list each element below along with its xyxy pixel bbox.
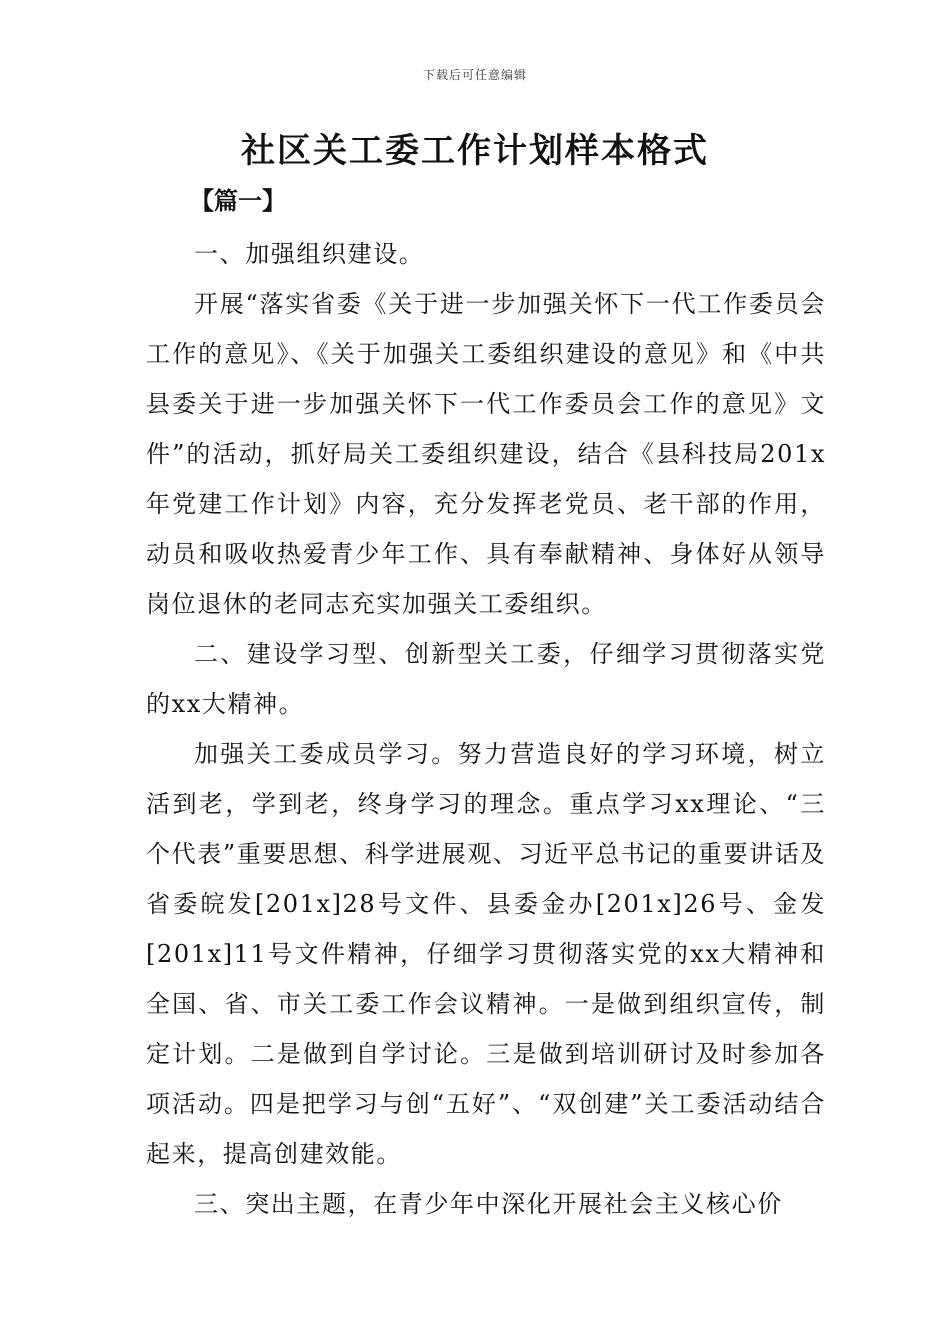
paragraph-heading-3: 三、突出主题，在青少年中深化开展社会主义核心价 (194, 1190, 783, 1218)
section-label: 【篇一】 (190, 186, 286, 215)
body-text (146, 229, 826, 1229)
page-title: 社区关工委工作计划样本格式 (241, 131, 709, 171)
header-note: 下载后可任意编辑 (422, 68, 527, 82)
paragraph: 加强关工委成员学习。努力营造良好的学习环境，树立活到老，学到老，终身学习的理念。重点学习xx理论、“三个代表”重要思想、科学进展观、习近平总书记的重要讲话及省委皖发[201x]28号文件、县委金办[201x]26号、金发[201x]11号文件精神，仔细学习贯彻落实党的xx大精神和全国、省、市关工委工作会议精神。一是做到组织宣传，制定计划。二是做到自学讨论。三是做到培训研讨及时参加各项活动。四是把学习与创“五好”、“双创建”关工委活动结合起来，提高创建效能。 (146, 740, 826, 1168)
paragraph-heading-2: 二、建设学习型、创新型关工委，仔细学习贯彻落实党的xx大精神。 (146, 640, 826, 718)
paragraph: 开展“落实省委《关于进一步加强关怀下一代工作委员会工作的意见》、《关于加强关工委组织建设的意见》和《中共县委关于进一步加强关怀下一代工作委员会工作的意见》文件”的活动，抓好局关工委组织建设，结合《县科技局201x年党建工作计划》内容，充分发挥老党员、老干部的作用，动员和吸收热爱青少年工作、具有奉献精神、身体好从领导岗位退休的老同志充实加强关工委组织。 (146, 290, 826, 618)
paragraph-heading-1: 一、加强组织建设。 (194, 240, 425, 268)
